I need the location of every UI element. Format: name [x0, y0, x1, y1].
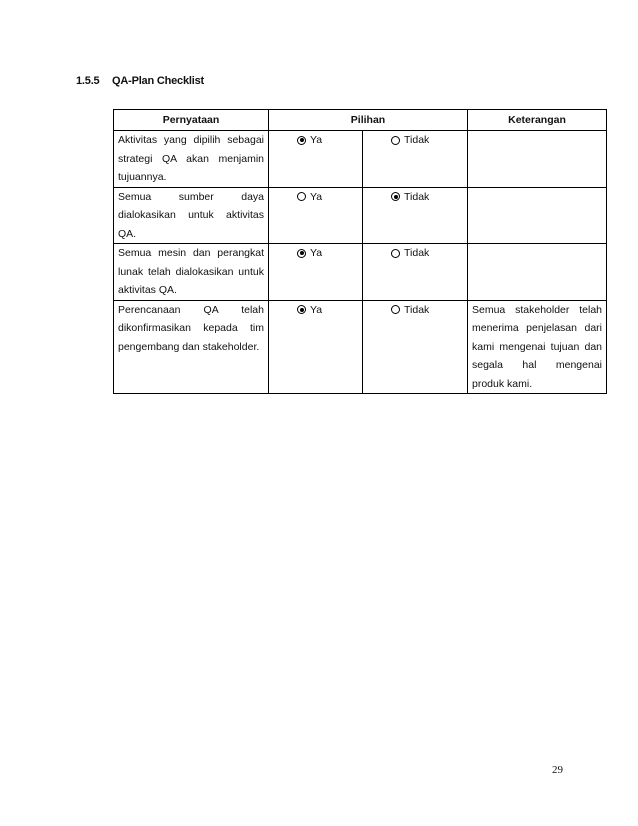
table-header-row [114, 110, 607, 131]
option-ya[interactable] [297, 131, 322, 150]
header-pernyataan: Pernyataan [114, 110, 269, 131]
option-label: Ya [310, 190, 323, 203]
statement-cell: Aktivitas yang dipilih sebagai strategi QA akan menjamin tujuannya. [114, 131, 269, 188]
option-label: Tidak [404, 190, 430, 203]
option-ya[interactable] [297, 301, 322, 320]
radio-selected-icon[interactable] [297, 136, 306, 145]
table-row [114, 187, 607, 244]
option-label: Tidak [404, 134, 430, 146]
radio-empty-icon[interactable] [391, 136, 400, 145]
note-cell [468, 244, 607, 301]
option-tidak[interactable] [391, 301, 429, 320]
option-label: Tidak [404, 247, 430, 259]
option-tidak[interactable] [391, 131, 429, 150]
option-tidak[interactable] [391, 188, 429, 207]
qa-checklist-table [113, 109, 607, 394]
option-ya[interactable] [297, 244, 322, 263]
option-label: Ya [310, 247, 323, 259]
option-cell-tidak [363, 131, 468, 188]
radio-empty-icon[interactable] [391, 305, 400, 314]
header-pilihan: Pilihan [269, 110, 468, 131]
header-keterangan: Keterangan [468, 110, 607, 131]
option-cell-ya [269, 131, 363, 188]
note-cell: Semua stakeholder telah menerima penjelasan dari kami mengenai tujuan dan segala hal mengenai produk kami. [468, 300, 607, 394]
option-ya[interactable] [297, 188, 322, 207]
table-row [114, 131, 607, 188]
option-label: Ya [310, 303, 323, 316]
table-row [114, 244, 607, 301]
statement-cell: Semua sumber daya dialokasikan untuk aktivitas QA. [114, 187, 269, 244]
option-tidak[interactable] [391, 244, 429, 263]
statement-cell: Perencanaan QA telah dikonfirmasikan kepada tim pengembang dan stakeholder. [114, 300, 269, 394]
note-cell [468, 131, 607, 188]
section-title: QA-Plan Checklist [112, 75, 204, 87]
radio-selected-icon[interactable] [391, 192, 400, 201]
option-label: Ya [310, 134, 323, 146]
radio-empty-icon[interactable] [391, 249, 400, 258]
note-cell [468, 187, 607, 244]
section-number: 1.5.5 [76, 75, 100, 87]
option-cell-tidak [363, 300, 468, 394]
option-cell-ya [269, 244, 363, 301]
page-number: 29 [552, 764, 563, 776]
radio-selected-icon[interactable] [297, 305, 306, 314]
statement-cell: Semua mesin dan perangkat lunak telah dialokasikan untuk aktivitas QA. [114, 244, 269, 301]
option-cell-tidak [363, 244, 468, 301]
option-cell-ya [269, 187, 363, 244]
option-label: Tidak [404, 303, 430, 316]
radio-selected-icon[interactable] [297, 249, 306, 258]
option-cell-ya [269, 300, 363, 394]
radio-empty-icon[interactable] [297, 192, 306, 201]
option-cell-tidak [363, 187, 468, 244]
section-heading [76, 75, 204, 87]
table-row [114, 300, 607, 394]
